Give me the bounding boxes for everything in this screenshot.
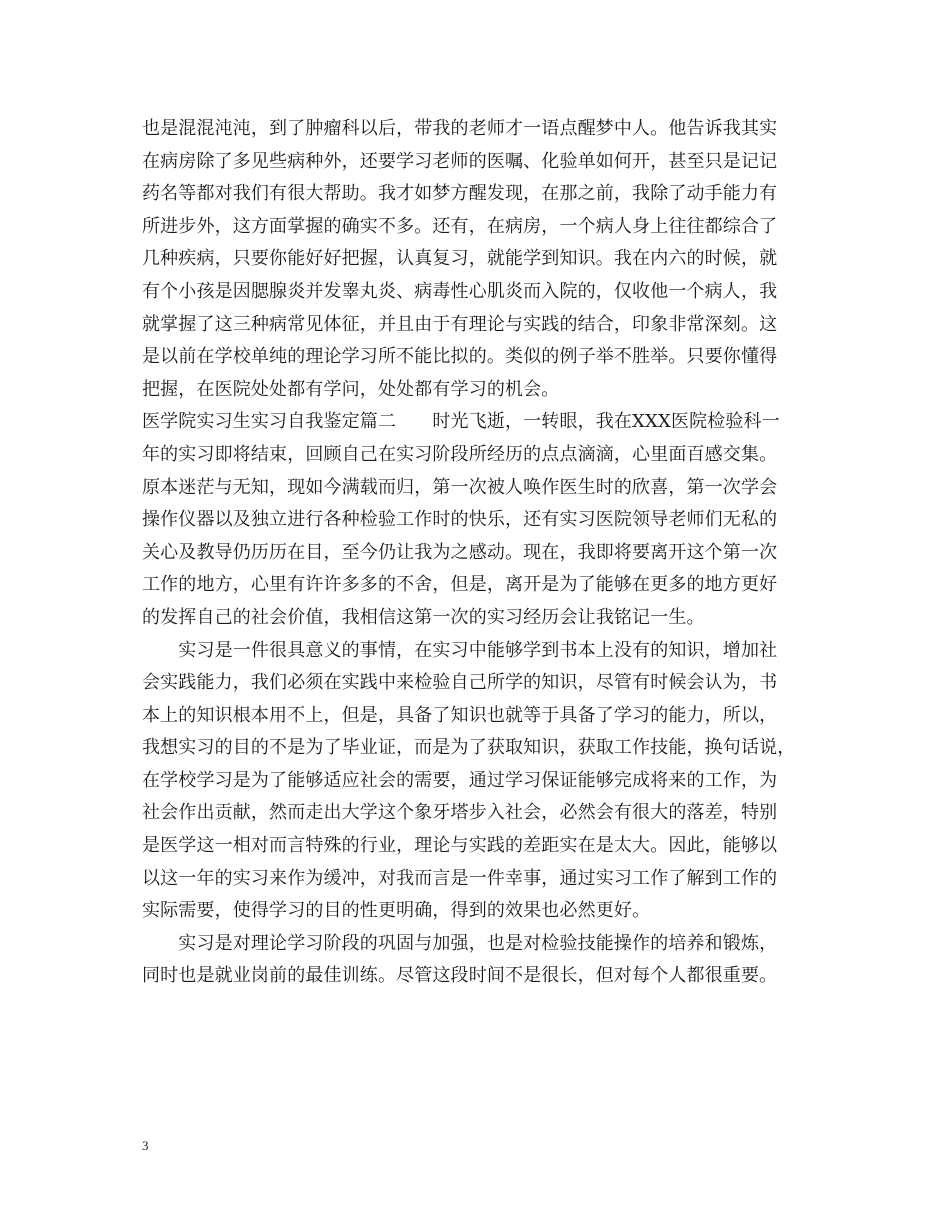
text-line: 有个小孩是因腮腺炎并发睾丸炎、病毒性心肌炎而入院的，仅收他一个病人，我 [142, 280, 778, 302]
section-heading-line: 医学院实习生实习自我鉴定篇二 时光飞逝，一转眼，我在XXX医院检验科一 [142, 411, 780, 433]
text-line: 的发挥自己的社会价值，我相信这第一次的实习经历会让我铭记一生。 [142, 606, 705, 628]
text-line: 原本迷茫与无知，现如今满载而归，第一次被人唤作医生时的欣喜，第一次学会 [142, 476, 778, 498]
text-line: 在病房除了多见些病种外，还要学习老师的医嘱、化验单如何开，甚至只是记记 [142, 150, 778, 172]
text-line: 会实践能力，我们必须在实践中来检验自己所学的知识，尽管有时候会认为，书 [142, 672, 778, 694]
text-line: 社会作出贡献，然而走出大学这个象牙塔步入社会，必然会有很大的落差，特别 [142, 802, 778, 824]
paragraph-start-line: 实习是对理论学习阶段的巩固与加强，也是对检验技能操作的培养和锻炼， [142, 932, 778, 954]
text-line: 是医学这一相对而言特殊的行业，理论与实践的差距实在是太大。因此，能够以 [142, 835, 778, 857]
page-number: 3 [142, 1138, 149, 1153]
text-line: 同时也是就业岗前的最佳训练。尽管这段时间不是很长，但对每个人都很重要。 [142, 965, 778, 987]
text-line: 把握，在医院处处都有学问，处处都有学习的机会。 [142, 378, 560, 400]
text-line: 就掌握了这三种病常见体征，并且由于有理论与实践的结合，印象非常深刻。这 [142, 313, 778, 335]
text-line: 工作的地方，心里有许许多多的不舍，但是，离开是为了能够在更多的地方更好 [142, 574, 778, 596]
text-line: 本上的知识根本用不上，但是，具备了知识也就等于具备了学习的能力，所以， [142, 704, 778, 726]
text-line: 是以前在学校单纯的理论学习所不能比拟的。类似的例子举不胜举。只要你懂得 [142, 346, 778, 368]
paragraph-start-line: 实习是一件很具意义的事情，在实习中能够学到书本上没有的知识，增加社 [142, 639, 778, 661]
text-line: 以这一年的实习来作为缓冲，对我而言是一件幸事，通过实习工作了解到工作的 [142, 867, 778, 889]
text-line: 年的实习即将结束，回顾自己在实习阶段所经历的点点滴滴，心里面百感交集。 [142, 443, 778, 465]
text-line: 我想实习的目的不是为了毕业证，而是为了获取知识，获取工作技能，换句话说， [142, 737, 796, 759]
text-line: 所进步外，这方面掌握的确实不多。还有，在病房，一个病人身上往往都综合了 [142, 215, 778, 237]
text-line: 在学校学习是为了能够适应社会的需要，通过学习保证能够完成将来的工作，为 [142, 769, 778, 791]
body-text [142, 113, 832, 993]
text-line: 关心及教导仍历历在目，至今仍让我为之感动。现在，我即将要离开这个第一次 [142, 541, 778, 563]
text-line: 实际需要，使得学习的目的性更明确，得到的效果也必然更好。 [142, 900, 651, 922]
text-line: 也是混混沌沌，到了肿瘤科以后，带我的老师才一语点醒梦中人。他告诉我其实 [142, 118, 778, 139]
text-line: 操作仪器以及独立进行各种检验工作时的快乐，还有实习医院领导老师们无私的 [142, 509, 778, 531]
text-line: 几种疾病，只要你能好好把握，认真复习，就能学到知识。我在内六的时候，就 [142, 248, 778, 270]
text-line: 药名等都对我们有很大帮助。我才如梦方醒发现，在那之前，我除了动手能力有 [142, 183, 778, 205]
